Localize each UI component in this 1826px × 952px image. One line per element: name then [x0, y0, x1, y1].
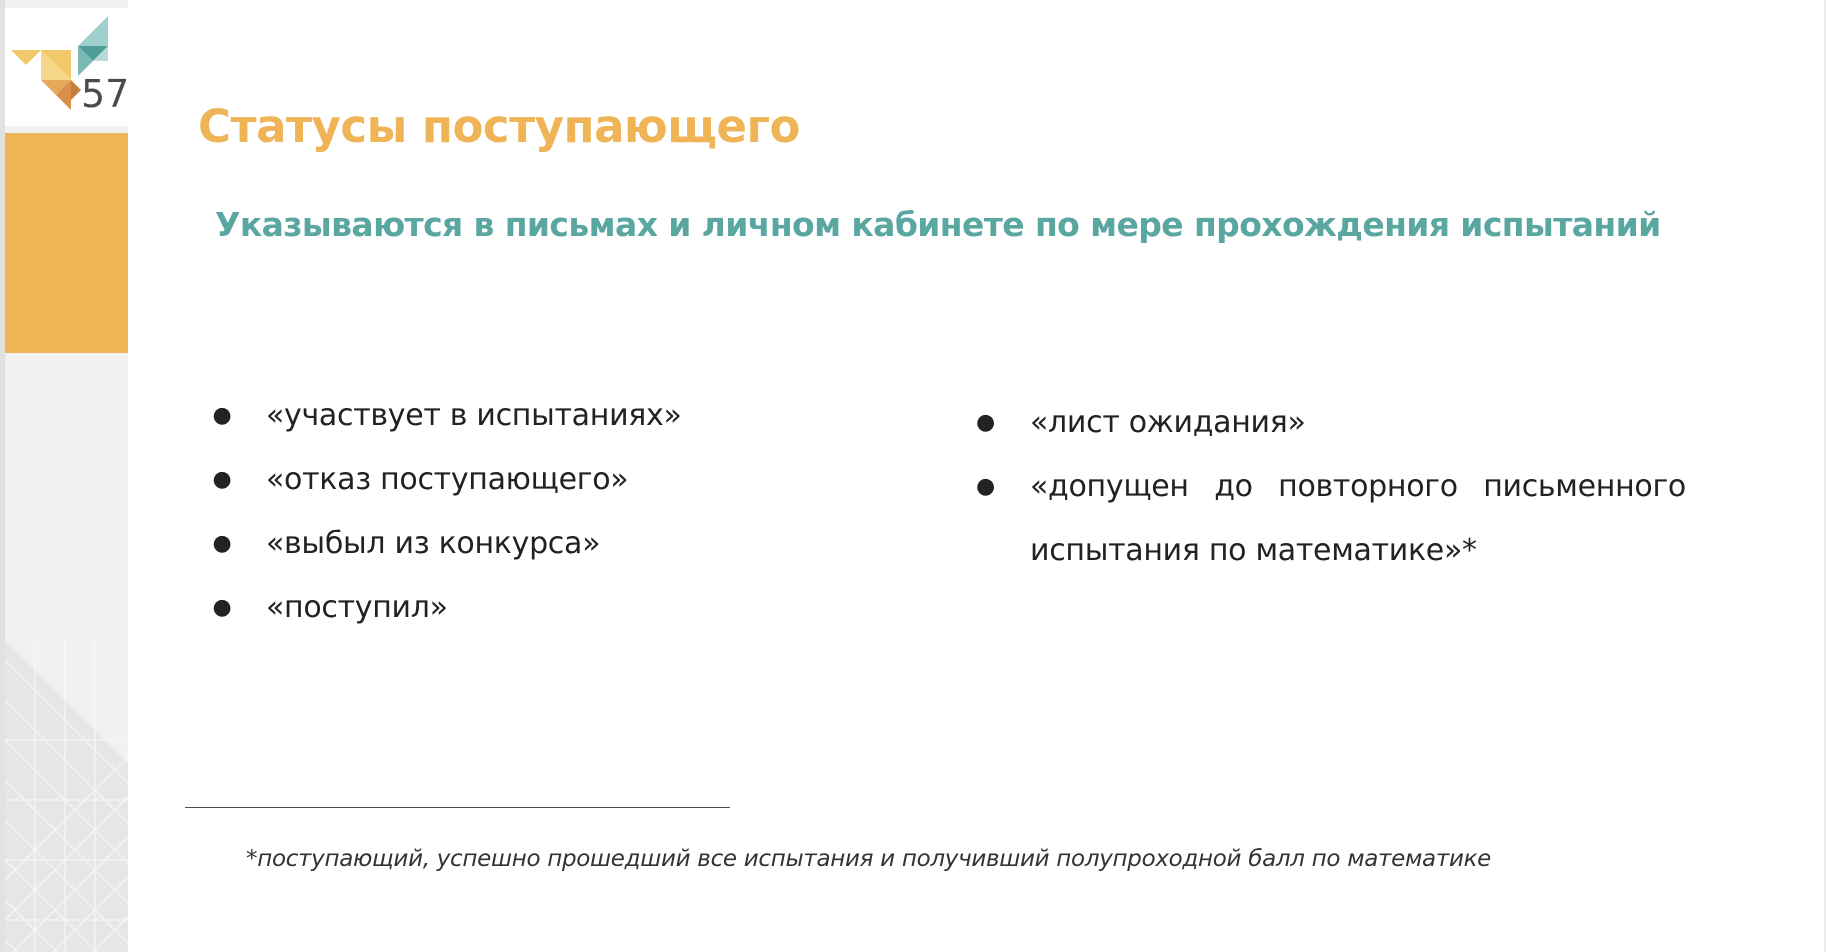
status-list-right — [976, 391, 1686, 583]
bullet-icon: ● — [212, 531, 232, 556]
list-item-text: «лист ожидания» — [1030, 405, 1306, 440]
school-logo — [5, 8, 128, 126]
list-item-text: «поступил» — [266, 590, 448, 625]
list-item — [212, 448, 682, 512]
footnote-divider — [185, 807, 730, 808]
bullet-icon: ● — [976, 410, 995, 435]
list-item — [212, 576, 682, 640]
bullet-icon: ● — [212, 467, 232, 492]
bullet-icon: ● — [976, 474, 995, 499]
list-item-text: «участвует в испытаниях» — [266, 398, 682, 433]
list-item-text: «выбыл из конкурса» — [266, 526, 601, 561]
logo-number: 57 — [81, 72, 128, 116]
slide-subtitle: Указываются в письмах и личном кабинете по мере прохождения испытаний — [215, 205, 1661, 244]
list-item — [976, 391, 1686, 455]
slide-title: Статусы поступающего — [198, 100, 800, 153]
footnote: *поступающий, успешно прошедший все испытания и получивший полупроходной балл по математике — [246, 846, 1492, 872]
accent-block — [5, 133, 128, 353]
bullet-icon: ● — [212, 595, 232, 620]
status-list-left — [212, 384, 682, 640]
bullet-icon: ● — [212, 403, 232, 428]
logo-mark-icon — [5, 8, 128, 126]
background-pattern — [5, 640, 128, 952]
list-item — [212, 384, 682, 448]
list-item — [976, 455, 1686, 583]
list-item-text: «допущен до повторного письменного испытания по математике»* — [1030, 469, 1686, 568]
list-item-text: «отказ поступающего» — [266, 462, 629, 497]
list-item — [212, 512, 682, 576]
